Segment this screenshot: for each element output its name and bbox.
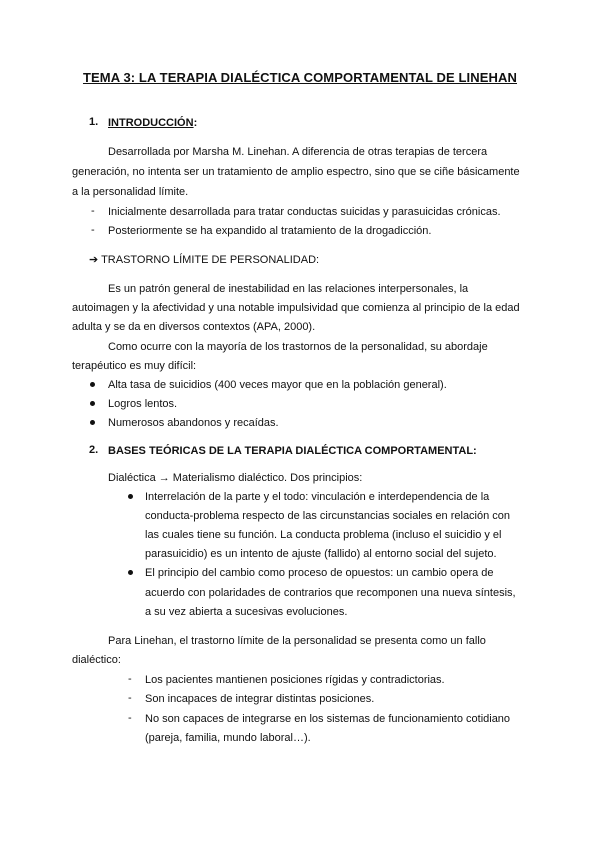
section-2-heading: BASES TEÓRICAS DE LA TERAPIA DIALÉCTICA COMPORTAMENTAL: xyxy=(108,445,477,457)
arrow-subheading: ➔ TRASTORNO LÍMITE DE PERSONALIDAD: xyxy=(89,254,320,266)
dash-item: Son incapaces de integrar distintas posiciones. xyxy=(145,693,375,705)
bullet-line: El principio del cambio como proceso de opuestos: un cambio opera de xyxy=(145,567,494,579)
dash-item: Inicialmente desarrollada para tratar conductas suicidas y parasuicidas crónicas. xyxy=(108,206,501,218)
paragraph-line: Es un patrón general de inestabilidad en las relaciones interpersonales, la xyxy=(108,283,469,295)
bullet-item: Numerosos abandonos y recaídas. xyxy=(108,417,279,429)
paragraph-line: terapéutico es muy difícil: xyxy=(72,360,197,372)
section-2-intro: Dialéctica → Materialismo dialéctico. Dos principios: xyxy=(108,472,363,484)
bullet-item: Alta tasa de suicidios (400 veces mayor que en la población general). xyxy=(108,379,447,391)
dash-marker: - xyxy=(91,205,95,217)
dash-item: No son capaces de integrarse en los sistemas de funcionamiento cotidiano xyxy=(145,713,511,725)
paragraph-line: Desarrollada por Marsha M. Linehan. A diferencia de otras terapias de tercera xyxy=(108,146,488,158)
section-1-heading-text: INTRODUCCIÓN xyxy=(108,117,194,129)
bullet-line: Interrelación de la parte y el todo: vinculación e interdependencia de la xyxy=(145,491,490,503)
paragraph-line: generación, no intenta ser un tratamiento de amplio espectro, sino que se ciñe básicamente xyxy=(72,166,520,178)
dash-marker: - xyxy=(128,712,132,724)
paragraph-line: autoimagen y la afectividad y una notable impulsividad que comienza al principio de la edad xyxy=(72,302,520,314)
bullet-line: acuerdo con polaridades de contrarios que recomponen una nueva síntesis, xyxy=(145,587,516,599)
paragraph-line: a la personalidad límite. xyxy=(72,186,189,198)
bullet-line: las cuales tiene su función. La conducta problema (incluso el suicidio y el xyxy=(145,529,502,541)
paragraph-line: Como ocurre con la mayoría de los trastornos de la personalidad, su abordaje xyxy=(108,341,488,353)
section-2-number: 2. xyxy=(89,444,99,456)
dash-marker: - xyxy=(128,673,132,685)
paragraph-line: Para Linehan, el trastorno límite de la personalidad se presenta como un fallo xyxy=(108,635,486,647)
bullet-item: Logros lentos. xyxy=(108,398,178,410)
dash-item-continuation: (pareja, familia, mundo laboral…). xyxy=(145,732,311,744)
bullet-line: conducta-problema respecto de las circunstancias sociales en relación con xyxy=(145,510,511,522)
document-title: TEMA 3: LA TERAPIA DIALÉCTICA COMPORTAMENTAL DE LINEHAN xyxy=(82,70,517,85)
section-1-heading xyxy=(108,116,197,130)
paragraph-line: adulta y se da en diversos contextos (APA, 2000). xyxy=(72,321,316,333)
bullet-dot xyxy=(128,494,133,499)
bullet-line: parasuicidio) es un intento de ajuste (fallido) al entorno social del sujeto. xyxy=(145,548,497,560)
dash-marker: - xyxy=(128,692,132,704)
bullet-line: a su vez abierta a sucesivas evoluciones. xyxy=(145,606,348,618)
dash-item: Los pacientes mantienen posiciones rígidas y contradictorias. xyxy=(145,674,445,686)
bullet-dot xyxy=(90,401,95,406)
section-1-number: 1. xyxy=(89,116,99,128)
dash-marker: - xyxy=(91,224,95,236)
paragraph-line: dialéctico: xyxy=(72,654,121,666)
bullet-dot xyxy=(128,570,133,575)
section-1-heading-colon: : xyxy=(193,117,198,129)
bullet-dot xyxy=(90,420,95,425)
dash-item: Posteriormente se ha expandido al tratamiento de la drogadicción. xyxy=(108,225,432,237)
bullet-dot xyxy=(90,382,95,387)
